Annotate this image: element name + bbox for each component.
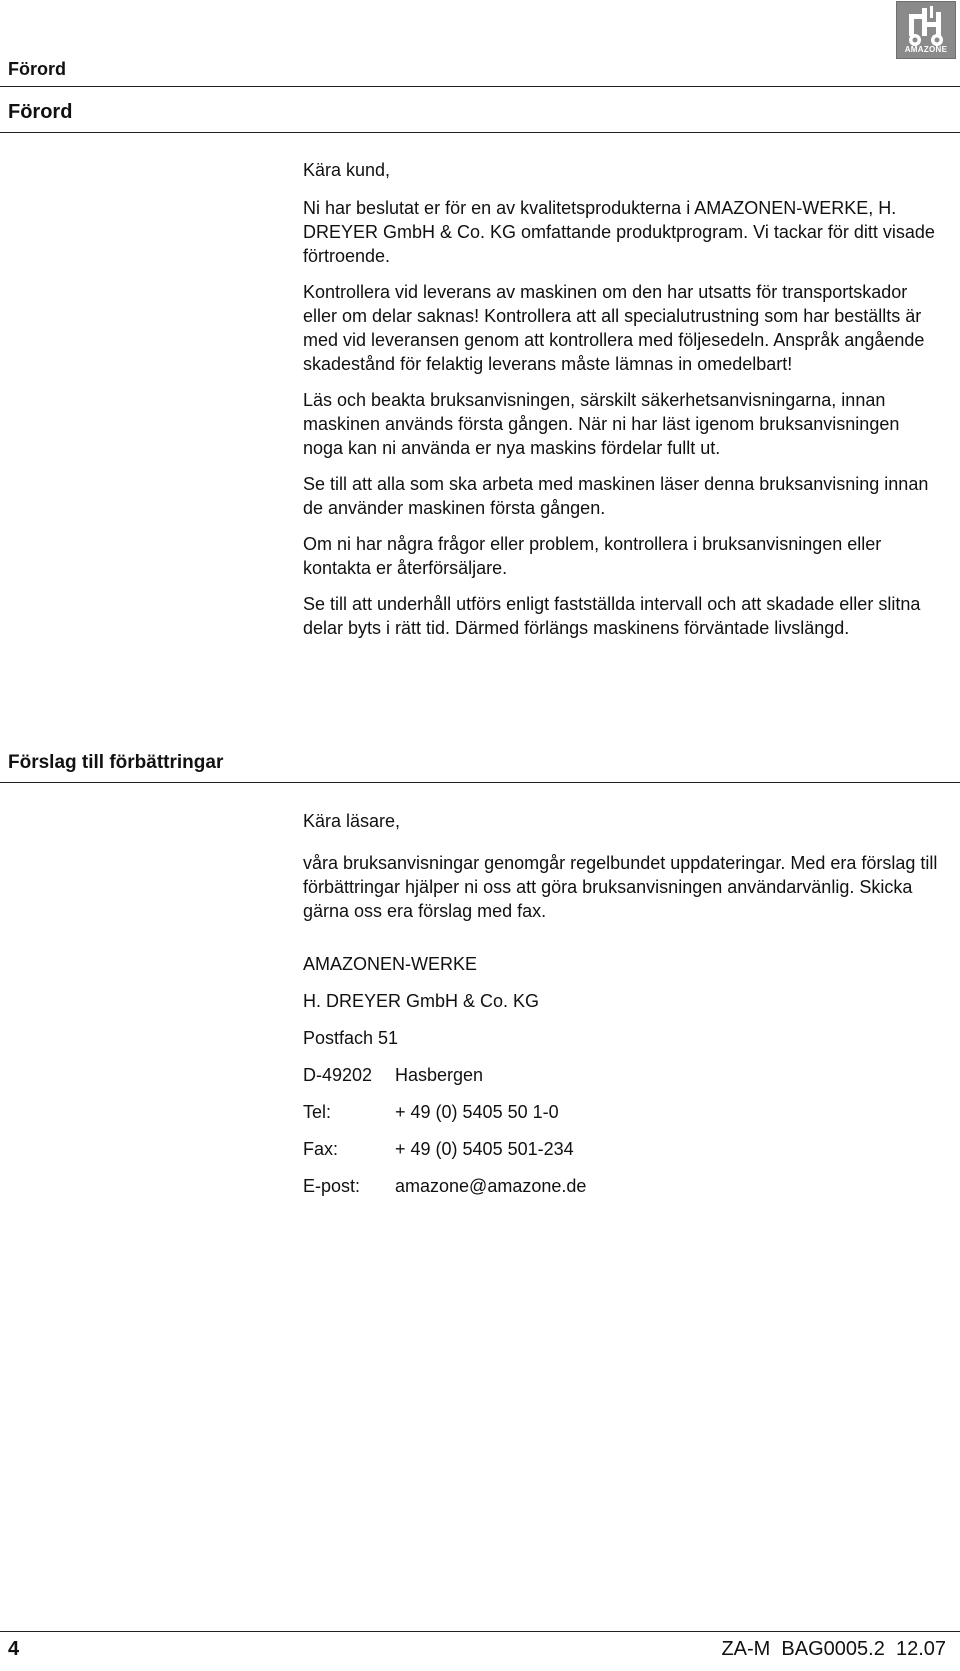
foreword-paragraph: Se till att underhåll utförs enligt fastställda intervall och att skadade eller slitna delar byts i rätt tid. Därmed förlängs maskinens förväntade livslängd. xyxy=(303,594,921,638)
address-zip-city xyxy=(303,1063,943,1087)
email-label: E-post: xyxy=(303,1176,361,1196)
running-header-title: Förord xyxy=(8,59,66,79)
foreword-paragraph: Om ni har några frågor eller problem, kontrollera i bruksanvisningen eller kontakta er återförsäljare. xyxy=(303,534,882,578)
fax-value: + 49 (0) 5405 501-234 xyxy=(395,1139,574,1159)
address-city: Hasbergen xyxy=(395,1065,484,1085)
footer-rule xyxy=(0,1631,960,1632)
address-fax xyxy=(303,1137,943,1161)
foreword-paragraph: Läs och beakta bruksanvisningen, särskilt säkerhetsanvisningarna, innan maskinen används första gången. När ni har läst igenom bruksanvisningen noga kan ni använda er nya maskins fördelar fullt ut. xyxy=(303,390,900,458)
improvements-paragraph: våra bruksanvisningar genomgår regelbundet uppdateringar. Med era förslag till förbättringar hjälper ni oss att göra bruksanvisningen användarvänlig. Skicka gärna oss era förslag med fax. xyxy=(303,853,938,921)
address-company2: H. DREYER GmbH & Co. KG xyxy=(303,991,540,1011)
foreword-paragraph: Se till att alla som ska arbeta med maskinen läser denna bruksanvisning innan de använder maskinen första gången. xyxy=(303,474,929,518)
address-zip: D-49202 xyxy=(303,1065,373,1085)
foreword-paragraph: Kontrollera vid leverans av maskinen om den har utsatts för transportskador eller om delar saknas! Kontrollera att all specialutrustning som har beställts är med vid leveransen genom att kontrollera med följesedeln. Anspråk angående skadestånd för felaktig leverans måste lämnas in omedelbart! xyxy=(303,282,925,374)
section-rule-improvements xyxy=(0,782,960,783)
section-title-foreword: Förord xyxy=(8,101,73,123)
foreword-greeting: Kära kund, xyxy=(303,160,391,180)
foreword-body xyxy=(303,158,943,652)
address-company: AMAZONEN-WERKE xyxy=(303,954,478,974)
address-postbox: Postfach 51 xyxy=(303,1028,399,1048)
email-value: amazone@amazone.de xyxy=(395,1176,587,1196)
improvements-greeting: Kära läsare, xyxy=(303,811,401,831)
document-code: ZA-M BAG0005.2 12.07 xyxy=(721,1638,946,1660)
section-rule-foreword xyxy=(0,132,960,133)
improvements-body xyxy=(303,809,943,935)
logo-wordmark: AMAZONE xyxy=(904,45,948,54)
address-tel xyxy=(303,1100,943,1124)
header-rule xyxy=(0,86,960,87)
foreword-paragraph: Ni har beslutat er för en av kvalitetsprodukterna i AMAZONEN-WERKE, H. DREYER GmbH & Co. KG omfattande produktprogram. Vi tackar för ditt visade förtroende. xyxy=(303,198,935,266)
amazone-logo xyxy=(896,1,956,59)
fax-label: Fax: xyxy=(303,1139,339,1159)
contact-address xyxy=(303,952,943,1211)
section-title-improvements: Förslag till förbättringar xyxy=(8,752,224,773)
address-email xyxy=(303,1174,943,1198)
tel-label: Tel: xyxy=(303,1102,332,1122)
page-number: 4 xyxy=(8,1638,20,1660)
tel-value: + 49 (0) 5405 50 1-0 xyxy=(395,1102,559,1122)
